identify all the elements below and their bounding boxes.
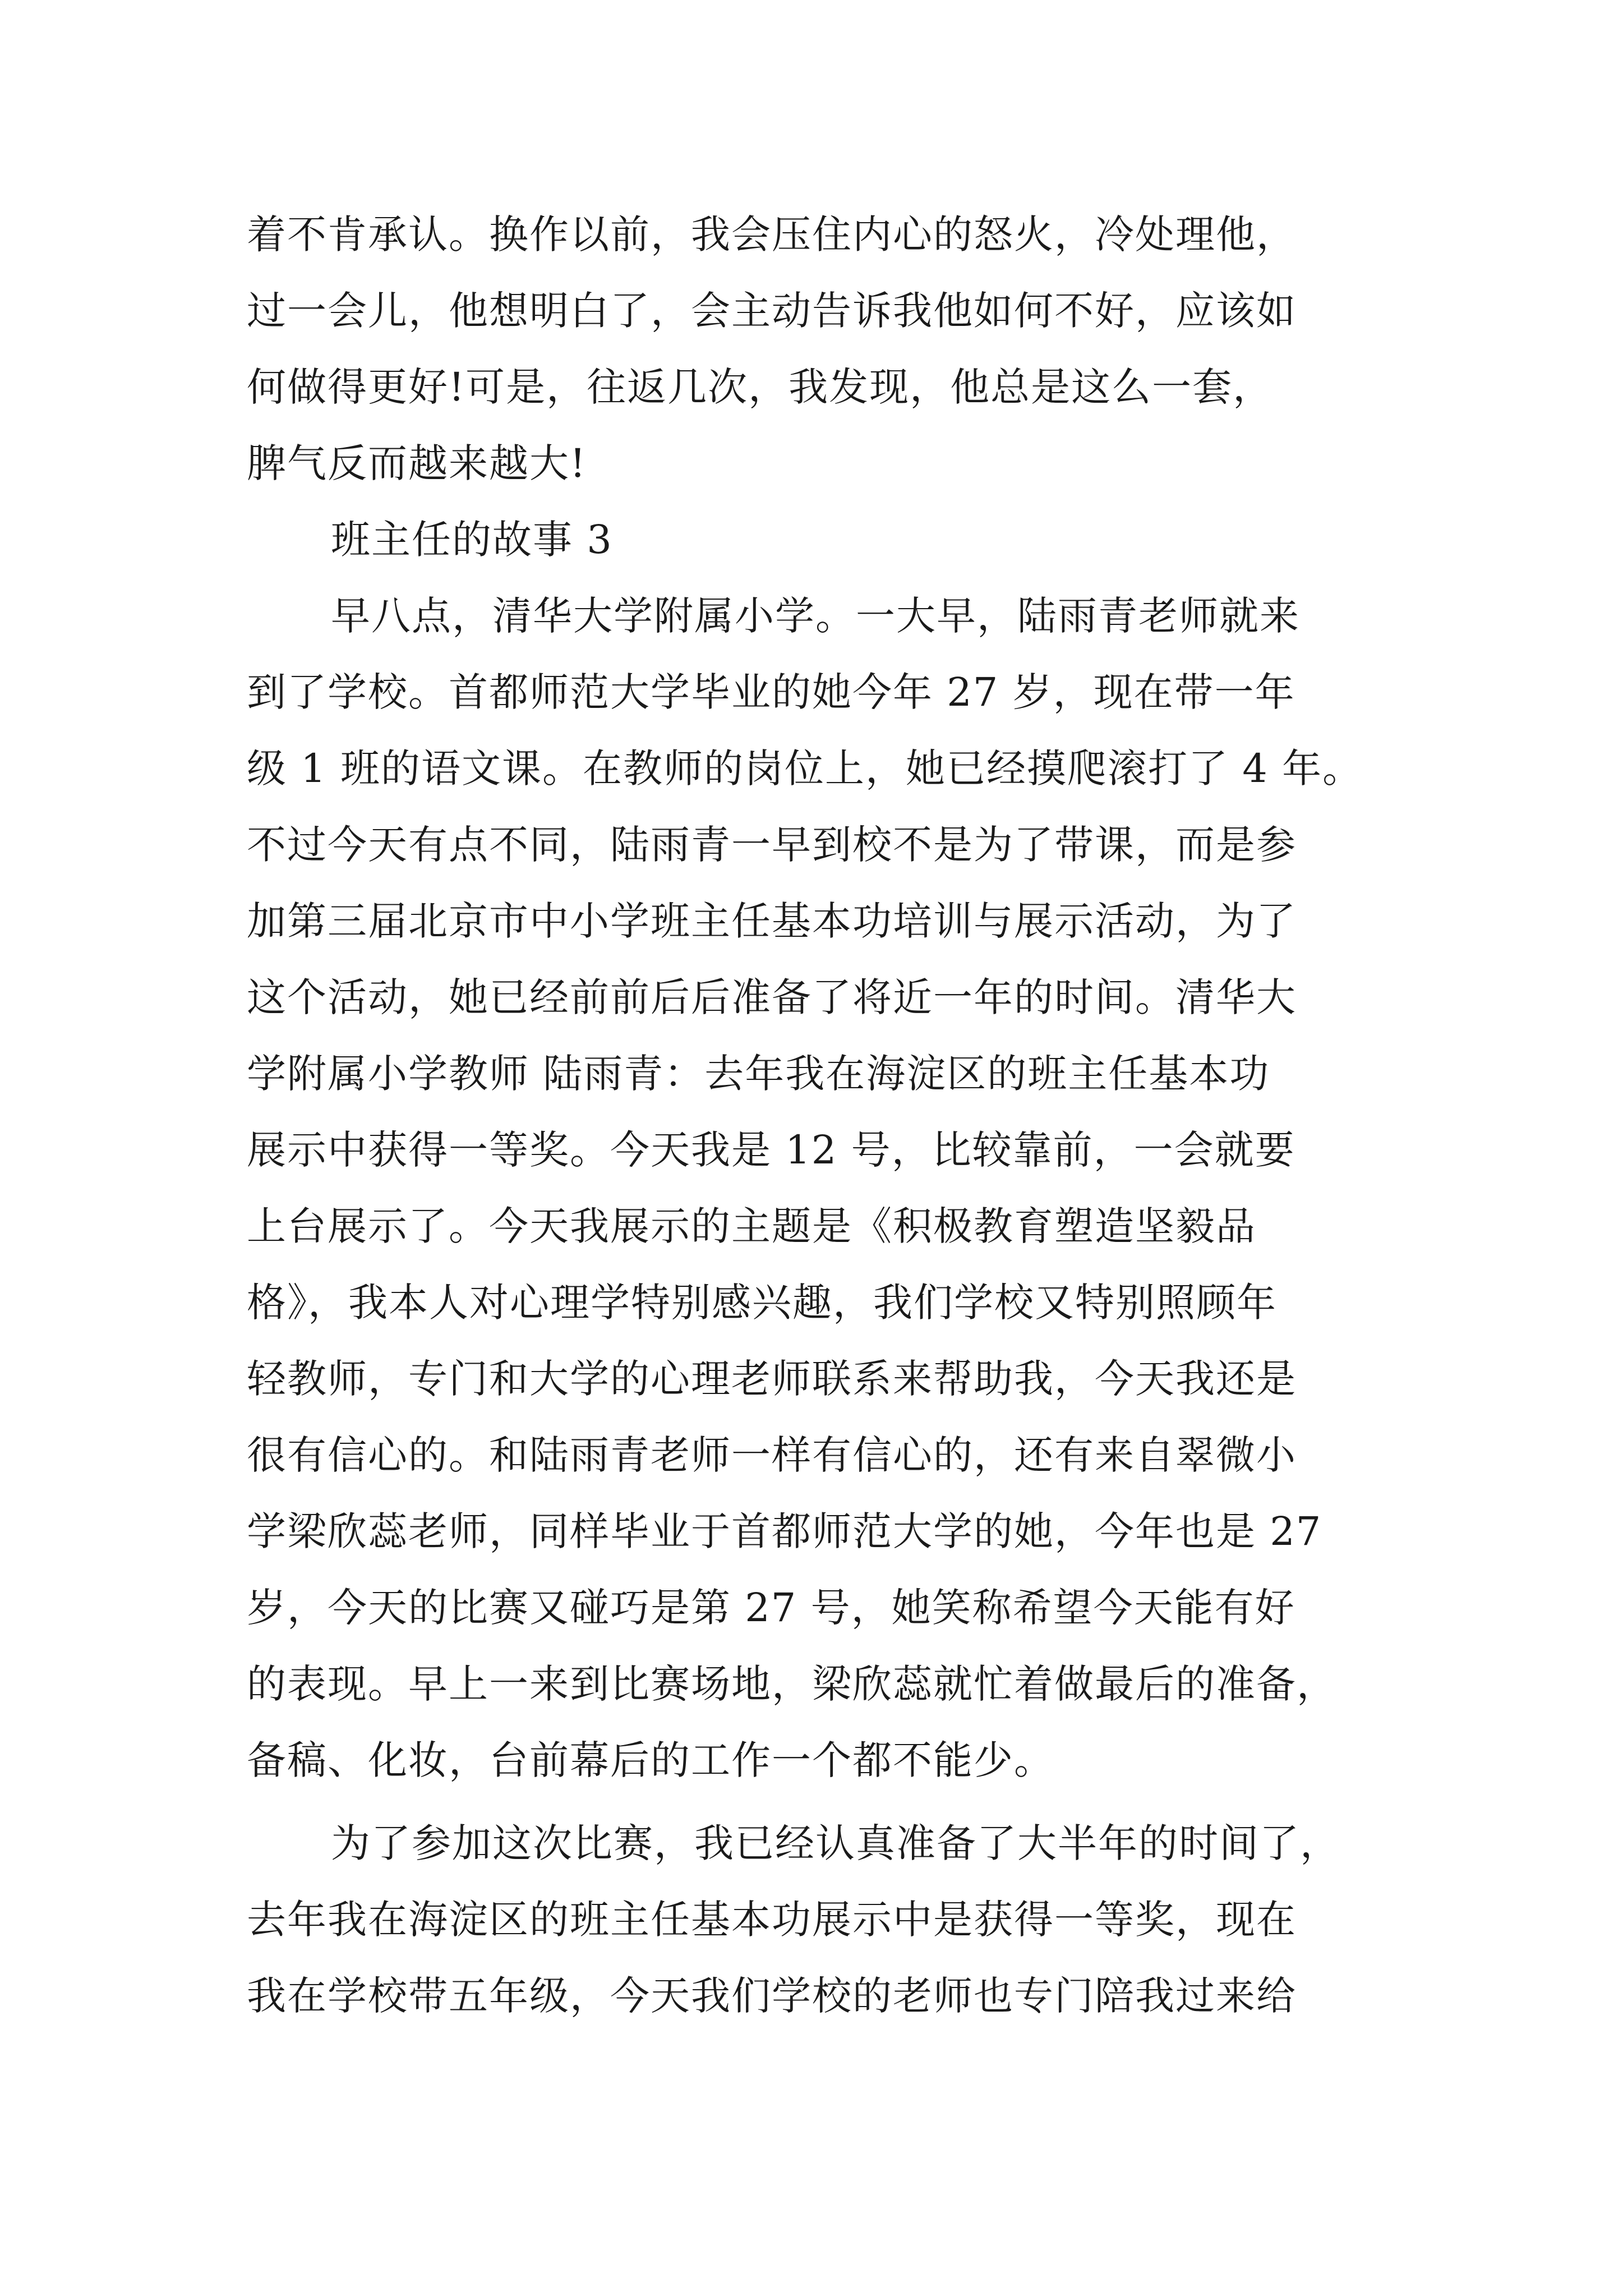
- text-line: 学梁欣蕊老师，同样毕业于首都师范大学的她，今年也是 27: [247, 1508, 1322, 1554]
- text-line: 我在学校带五年级，今天我们学校的老师也专门陪我过来给: [247, 1973, 1297, 2019]
- text-line: 岁，今天的比赛又碰巧是第 27 号，她笑称希望今天能有好: [247, 1585, 1295, 1631]
- text-line: 这个活动，她已经前前后后准备了将近一年的时间。清华大: [247, 974, 1297, 1020]
- text-line: 为了参加这次比赛，我已经认真准备了大半年的时间了，: [331, 1820, 1340, 1866]
- text-line: 去年我在海淀区的班主任基本功展示中是获得一等奖，现在: [247, 1897, 1297, 1943]
- text-line: 加第三届北京市中小学班主任基本功培训与展示活动，为了: [247, 898, 1297, 944]
- text-line: 格》，我本人对心理学特别感兴趣，我们学校又特别照顾年: [247, 1280, 1277, 1326]
- text-line: 备稿、化妆，台前幕后的工作一个都不能少。: [247, 1737, 1054, 1783]
- section-heading: 班主任的故事 3: [331, 517, 613, 563]
- text-line: 不过今天有点不同，陆雨青一早到校不是为了带课，而是参: [247, 822, 1297, 868]
- text-line: 展示中获得一等奖。今天我是 12 号，比较靠前，一会就要: [247, 1127, 1295, 1173]
- body-text: [247, 196, 1391, 2034]
- text-line: 的表现。早上一来到比赛场地，梁欣蕊就忙着做最后的准备，: [247, 1661, 1337, 1707]
- text-line: 何做得更好!可是，往返几次，我发现，他总是这么一套，: [247, 364, 1274, 410]
- text-line: 很有信心的。和陆雨青老师一样有信心的，还有来自翠微小: [247, 1432, 1297, 1478]
- text-line: 着不肯承认。换作以前，我会压住内心的怒火，冷处理他，: [247, 211, 1297, 257]
- text-line: 学附属小学教师 陆雨青：去年我在海淀区的班主任基本功: [247, 1051, 1270, 1097]
- text-line: 脾气反而越来越大!: [247, 440, 587, 486]
- text-line: 级 1 班的语文课。在教师的岗位上，她已经摸爬滚打了 4 年。: [247, 746, 1363, 792]
- text-line: 早八点，清华大学附属小学。一大早，陆雨青老师就来: [331, 593, 1300, 639]
- text-line: 上台展示了。今天我展示的主题是《积极教育塑造坚毅品: [247, 1203, 1256, 1249]
- text-line: 轻教师，专门和大学的心理老师联系来帮助我，今天我还是: [247, 1356, 1297, 1402]
- text-line: 到了学校。首都师范大学毕业的她今年 27 岁，现在带一年: [247, 669, 1295, 715]
- text-line: 过一会儿，他想明白了，会主动告诉我他如何不好，应该如: [247, 288, 1297, 334]
